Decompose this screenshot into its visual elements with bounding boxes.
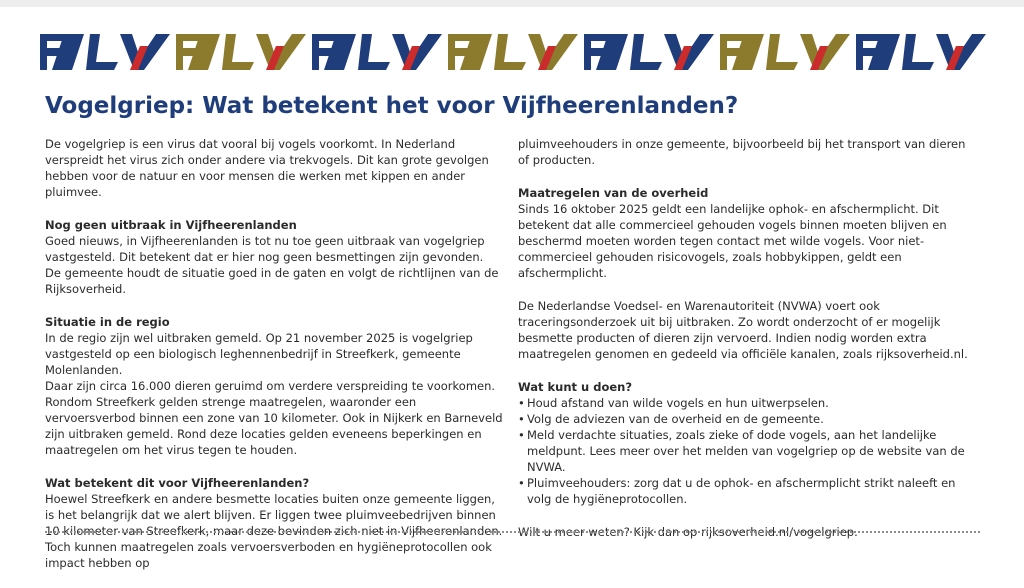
right-column (518, 136, 980, 557)
meaning-text-left: Hoewel Streefkerk en andere besmette locaties buiten onze gemeente liggen, is het belangrijk dat we alert blijven. Er liggen twee pluimveebedrijven binnen 10 kilometer van Streefkerk, maar deze bevinden zich niet in Vijfheerenlanden. Toch kunnen maatregelen zoals vervoersverboden en hygiëneprotocollen ook impact hebben op (45, 492, 503, 570)
actions-heading: Wat kunt u doen? (518, 380, 633, 394)
section-no-outbreak (45, 217, 505, 297)
meaning-heading: Wat betekent dit voor Vijfheerenlanden? (45, 476, 310, 490)
no-outbreak-text-2: De gemeente houdt de situatie goed in de gaten en volgt de richtlijnen van de Rijksoverheid. (45, 266, 499, 296)
meaning-text-right: pluimveehouders in onze gemeente, bijvoorbeeld bij het transport van dieren of producten. (518, 137, 966, 167)
section-region (45, 314, 505, 458)
bullet-icon: • (518, 428, 525, 442)
region-heading: Situatie in de regio (45, 315, 170, 329)
section-government (518, 185, 980, 362)
top-border (0, 0, 1024, 7)
municipality-logo-banner (40, 34, 986, 70)
intro-paragraph: De vogelgriep is een virus dat vooral bij vogels voorkomt. In Nederland verspreidt het virus zich onder andere via trekvogels. Dit kan grote gevolgen hebben voor de natuur en voor mensen die werken met kippen en ander pluimvee. (45, 137, 489, 199)
no-outbreak-text (45, 233, 505, 297)
section-meaning (45, 475, 505, 571)
page-title: Vogelgriep: Wat betekent het voor Vijfheerenlanden? (45, 93, 739, 119)
left-column (45, 136, 505, 588)
region-text (45, 330, 505, 458)
actions-list (518, 395, 980, 507)
bullet-icon: • (518, 412, 525, 426)
logo-l-shape (358, 34, 390, 70)
section-actions (518, 379, 980, 507)
region-text-2: Daar zijn circa 16.000 dieren geruimd om verdere verspreiding te voorkomen. Rondom Streefkerk gelden strenge maatregelen, waaronder een vervoersverbod binnen een zone van 10 kilometer. Ook in Nijkerk en Barneveld zijn uitbraken gemeld. Rond deze locaties gelden eveneens beperkingen en maatregelen om het virus tegen te houden. (45, 379, 503, 457)
logo-l-shape (630, 34, 662, 70)
logo-l-shape (494, 34, 526, 70)
logo-l-shape (222, 34, 254, 70)
actions-list-item: • Meld verdachte situaties, zoals zieke of dode vogels, aan het landelijke meldpunt. Lees meer over het melden van vogelgriep op de website van de NVWA. (518, 428, 965, 474)
government-heading: Maatregelen van de overheid (518, 186, 709, 200)
no-outbreak-heading: Nog geen uitbraak in Vijfheerenlanden (45, 218, 297, 232)
government-text-2: De Nederlandse Voedsel- en Warenautoriteit (NVWA) voert ook traceringsonderzoek uit bij uitbraken. Zo wordt onderzocht of er mogelijk besmette producten of dieren zijn vervoerd. Indien nodig worden extra maatregelen genomen en gedeeld via officiële kanalen, zoals rijksoverheid.nl. (518, 299, 968, 361)
logo-l-shape (86, 34, 118, 70)
bullet-icon: • (518, 476, 525, 490)
dotted-divider (45, 531, 980, 533)
actions-list-item: • Volg de adviezen van de overheid en de gemeente. (518, 412, 824, 426)
no-outbreak-text-1: Goed nieuws, in Vijfheerenlanden is tot nu toe geen uitbraak van vogelgriep vastgesteld. Dit betekent dat er hier nog geen besmettingen zijn gevonden. (45, 234, 485, 264)
logo-l-shape (766, 34, 798, 70)
region-text-1: In de regio zijn wel uitbraken gemeld. Op 21 november 2025 is vogelgriep vastgesteld op een biologisch leghennenbedrijf in Streefkerk, gemeente Molenlanden. (45, 331, 473, 377)
closing-text: Wilt u meer weten? Kijk dan op rijksoverheid.nl/vogelgriep. (518, 525, 858, 539)
logo-l-shape (902, 34, 934, 70)
actions-list-item: • Houd afstand van wilde vogels en hun uitwerpselen. (518, 396, 829, 410)
bullet-icon: • (518, 396, 525, 410)
actions-list-item: • Pluimveehouders: zorg dat u de ophok- en afschermplicht strikt naleeft en volg de hygiëneprotocollen. (518, 476, 956, 506)
government-text-1: Sinds 16 oktober 2025 geldt een landelijke ophok- en afschermplicht. Dit betekent dat alle commercieel gehouden vogels binnen moeten blijven en beschermd moeten worden tegen contact met wilde vogels. Voor niet-commercieel gehouden risicovogels, zoals hobbykippen, geldt een afschermplicht. (518, 202, 947, 280)
